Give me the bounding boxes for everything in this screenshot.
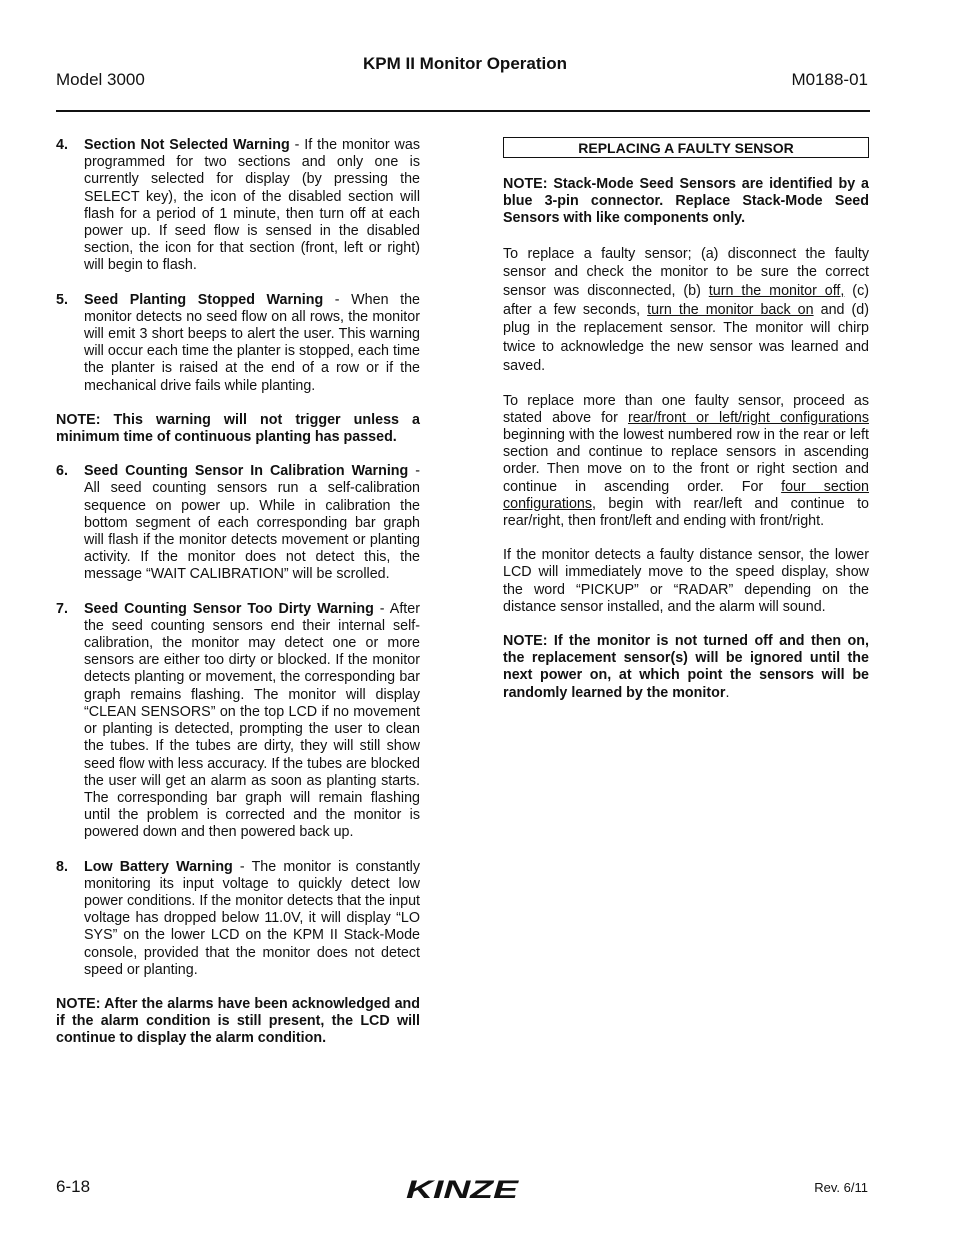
paragraph — [503, 245, 869, 376]
kinze-logo — [404, 1176, 522, 1207]
model-label: Model 3000 — [56, 70, 145, 89]
paragraph-text: (c) after a few seconds, — [503, 283, 869, 318]
page-number: 6-18 — [56, 1177, 91, 1196]
paragraph-text: and (d) plug in the replacement sensor. The monitor will chirp twice to acknowledge the new sensor was learned and saved. — [503, 301, 869, 374]
item-number: 7. — [56, 600, 68, 617]
item-heading: Seed Planting Stopped Warning — [84, 291, 324, 308]
header-rule — [56, 110, 870, 112]
item-heading: Section Not Selected Warning — [84, 137, 290, 153]
paragraph-text: To replace a faulty sensor; (a) disconnect the faulty sensor and check the monitor to be sure the correct sensor was disconnected, (b) — [503, 245, 869, 300]
item-number: 8. — [56, 858, 68, 875]
paragraph — [503, 393, 869, 531]
underlined-text: four section configurations — [503, 478, 869, 512]
paragraph: If the monitor detects a faulty distance sensor, the lower LCD will immediately move to the speed display, show the word “PICKUP” or “RADAR” depending on the distance sensor installed, and the alarm will sound. — [503, 547, 869, 615]
item-body — [84, 463, 420, 583]
item-text: - The monitor is constantly monitoring its input voltage to quickly detect low power conditions. If the monitor detects that the input voltage has dropped below 11.0V, it will display “LO SYS” on the lower LCD on the KPM II Stack-Mode console, provided that the monitor does not detect speed or planting. — [84, 858, 420, 978]
svg-text:KINZE: KINZE — [406, 1176, 520, 1202]
note-bold-text: NOTE: If the monitor is not turned off and then on, the replacement sensor(s) will be ignored until the next power on, at which point the sensors will be randomly learned by the monitor — [503, 632, 869, 701]
revision-label: Rev. 6/11 — [814, 1180, 868, 1195]
item-body — [84, 601, 420, 842]
list-item — [56, 137, 420, 275]
left-column — [56, 137, 420, 1048]
underlined-text: turn the monitor back on — [647, 301, 814, 318]
right-column — [503, 137, 869, 702]
item-heading: Seed Counting Sensor Too Dirty Warning — [84, 600, 374, 617]
item-number: 6. — [56, 463, 68, 480]
item-text: - All seed counting sensors run a self-calibration sequence on power up. While in calibration the bottom segment of each corresponding bar graph will flash if the monitor detects movement or planting activity. If the monitor does not detect this, the message “WAIT CALIBRATION” will be scrolled. — [84, 463, 421, 583]
list-item — [56, 292, 420, 395]
item-body — [84, 859, 420, 979]
paragraph-text: To replace more than one faulty sensor, proceed as stated above for — [503, 392, 869, 426]
item-number: 4. — [56, 137, 68, 153]
item-number: 5. — [56, 291, 68, 308]
note-text: NOTE: After the alarms have been acknowledged and if the alarm condition is still present, the LCD will continue to display the alarm condition. — [56, 995, 420, 1047]
document-number: M0188-01 — [791, 70, 868, 89]
list-item — [56, 859, 420, 979]
section-heading: REPLACING A FAULTY SENSOR — [503, 137, 869, 158]
item-text: - If the monitor was programmed for two sections and only one is currently selected for display (by pressing the SELECT key), the icon of the disabled section will flash for a period of 1 minute, then turn off at each power up. If seed flow is sensed in the disabled section, the icon for that section (front, left or right) will begin to flash. — [84, 137, 420, 274]
item-text: - After the seed counting sensors end their internal self-calibration, the monitor may detect one or more sensors are either too dirty or blocked. If the monitor detects planting or movement, the corresponding bar graph remains flashing. The monitor will display “CLEAN SENSORS” on the top LCD if no movement or planting is detected, prompting the user to clean the tubes. If the tubes are dirty, they will still show seed flow with less accuracy. If the tubes are blocked the user will get an alarm as soon as planting starts. The corresponding bar graph will remain flashing until the problem is corrected and the monitor is powered down and then powered back up. — [84, 600, 420, 841]
note-tail: . — [725, 684, 730, 701]
item-body — [84, 137, 420, 275]
list-item — [56, 463, 420, 583]
paragraph-text: beginning with the lowest numbered row in the rear or left section and continue to replace sensors in ascending order. Then move on to the front or right section and continue in ascending order. For — [503, 426, 869, 495]
item-text: - When the monitor detects no seed flow on all rows, the monitor will emit 3 short beeps to alert the user. This warning will occur each time the planter is stopped, each time the planter is raised at the end of a row or if the mechanical drive fails while planting. — [84, 291, 420, 394]
logo-icon — [404, 1176, 522, 1202]
note-text: NOTE: Stack-Mode Seed Sensors are identified by a blue 3-pin connector. Replace Stack-Mode Seed Sensors with like components only. — [503, 176, 869, 227]
underlined-text: turn the monitor off, — [708, 283, 845, 300]
note-text: NOTE: This warning will not trigger unless a minimum time of continuous planting has passed. — [56, 411, 420, 446]
item-body — [84, 292, 420, 395]
item-heading: Seed Counting Sensor In Calibration Warning — [84, 463, 409, 480]
underlined-text: rear/front or left/right configurations — [628, 409, 869, 426]
list-item — [56, 601, 420, 842]
item-heading: Low Battery Warning — [84, 858, 233, 875]
paragraph-text: , begin with rear/left and continue to rear/right, then front/left and ending with front/right. — [503, 495, 869, 529]
note-text — [503, 633, 869, 702]
page-title: KPM II Monitor Operation — [363, 54, 567, 73]
